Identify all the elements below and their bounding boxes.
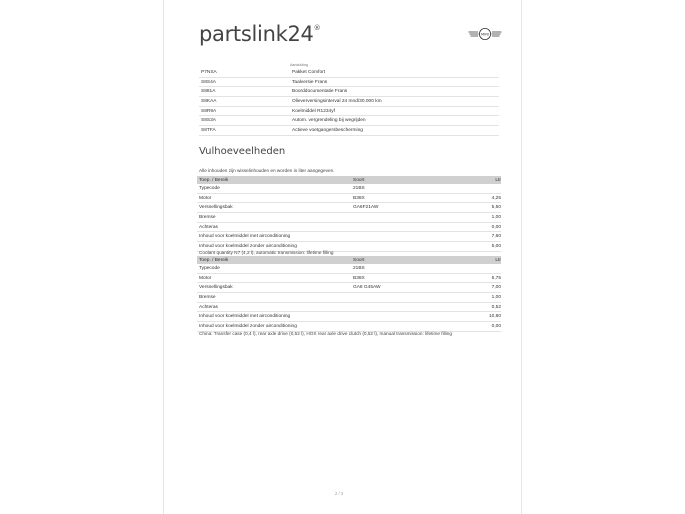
- table-row: [197, 264, 501, 274]
- cell-label: Inhoud voor koelmiddel met airconditioning: [199, 234, 291, 240]
- cell-value: 10,80: [488, 314, 501, 320]
- cell-label: Versnellingsbak: [199, 205, 233, 211]
- fill-table-1: [197, 176, 501, 252]
- table-header-col1: Toep. / Bereik: [199, 177, 229, 183]
- cell-value: 7,00: [491, 285, 501, 291]
- cell-label: Typecode: [199, 265, 220, 271]
- cell-type: GA8 G45AW: [353, 285, 381, 291]
- table-header-col1: Toep. / Bereik: [199, 257, 229, 263]
- table-row: [197, 312, 501, 322]
- table-row: [197, 303, 501, 313]
- coolant-note: Coolant quantity N7 (4,2 l), automatic transmission: lifetime filling: [199, 250, 334, 255]
- option-code: S8S4A: [201, 79, 216, 85]
- table-row: [197, 283, 501, 293]
- option-description: Boorddocumentatie Frans: [292, 89, 348, 95]
- option-code: P7NSA: [201, 69, 217, 75]
- table-row: [197, 194, 501, 204]
- cell-type: 21BS: [353, 265, 365, 271]
- cell-label: Achteras: [199, 224, 218, 230]
- option-code: S8TFA: [201, 127, 216, 133]
- registered-mark: ®: [313, 24, 321, 32]
- svg-text:MINI: MINI: [481, 32, 489, 37]
- option-code: S8R9A: [201, 108, 217, 114]
- mini-logo-icon: [468, 27, 502, 41]
- option-row: [199, 87, 499, 97]
- cell-type: 21BS: [353, 185, 365, 191]
- section-title: Vulhoeveelheden: [199, 146, 286, 157]
- cell-label: Typecode: [199, 185, 220, 191]
- option-code: S8S3A: [201, 118, 216, 124]
- option-row: [199, 107, 499, 117]
- table-header-col3: Ltr: [495, 177, 501, 183]
- cell-label: Inhoud voor koelmiddel zonder airconditioning: [199, 323, 297, 329]
- table-row: [197, 184, 501, 194]
- brand-name: partslink24: [199, 22, 314, 46]
- option-row: [199, 116, 499, 126]
- cell-label: Motor: [199, 195, 212, 201]
- fill-table-2: [197, 256, 501, 332]
- option-description: Koelmiddel R1234yf: [292, 108, 335, 114]
- option-description: Actieve voetgangersbescherming: [292, 127, 363, 133]
- option-description: Taalversie Frans: [292, 79, 328, 85]
- option-row: [199, 126, 499, 136]
- cell-value: 1,00: [491, 214, 501, 220]
- cell-label: Motor: [199, 275, 212, 281]
- cell-value: 5,75: [491, 275, 501, 281]
- cell-value: 0,52: [491, 304, 501, 310]
- table-row: [197, 274, 501, 284]
- partslink24-logo: [199, 22, 320, 46]
- cell-value: 5,00: [491, 243, 501, 249]
- table-header-col2: Soort: [353, 177, 365, 183]
- options-column-header: Aanduiding: [290, 63, 308, 67]
- table-row: [197, 203, 501, 213]
- page-number: 2 / 3: [335, 491, 344, 496]
- option-code: S881A: [201, 89, 216, 95]
- options-table: [199, 68, 499, 136]
- cell-label: Bremse: [199, 214, 216, 220]
- cell-label: Inhoud voor koelmiddel zonder airconditioning: [199, 243, 297, 249]
- cell-type: B38X: [353, 195, 365, 201]
- cell-type: B38X: [353, 275, 365, 281]
- option-description: Olieverversingsinterval 24 mnd/30.000 km: [292, 98, 382, 104]
- cell-value: 1,00: [491, 294, 501, 300]
- option-description: Autom. vergrendeling bij wegrijden: [292, 118, 366, 124]
- cell-label: Bremse: [199, 294, 216, 300]
- option-description: Pakket Comfort: [292, 69, 326, 75]
- footnote: China: Transfer case (0,4 l), rear axle drive (0,52 l), HOX rear axle drive clutch (0,52 l), manual transmission: lifetime filling: [199, 331, 452, 336]
- table-row: [197, 213, 501, 223]
- table-header-col2: Soort: [353, 257, 365, 263]
- option-row: [199, 68, 499, 78]
- table-row: [197, 223, 501, 233]
- cell-value: 0,00: [491, 224, 501, 230]
- cell-value: 4,25: [491, 195, 501, 201]
- table-header-row: [197, 256, 501, 264]
- option-code: S8KAA: [201, 98, 217, 104]
- table-row: [197, 232, 501, 242]
- cell-value: 7,60: [491, 234, 501, 240]
- cell-label: Inhoud voor koelmiddel met airconditioning: [199, 314, 291, 320]
- intro-note: Alle inhouden zijn wisselinhouden en worden in liter aangegeven.: [199, 168, 335, 173]
- table-header-col3: Ltr: [495, 257, 501, 263]
- option-row: [199, 97, 499, 107]
- table-row: [197, 293, 501, 303]
- cell-label: Achteras: [199, 304, 218, 310]
- table-header-row: [197, 176, 501, 184]
- cell-label: Versnellingsbak: [199, 285, 233, 291]
- option-row: [199, 78, 499, 88]
- cell-value: 5,50: [491, 205, 501, 211]
- document-page: [163, 0, 522, 514]
- cell-type: GA6F21AW: [353, 205, 379, 211]
- cell-value: 0,00: [491, 323, 501, 329]
